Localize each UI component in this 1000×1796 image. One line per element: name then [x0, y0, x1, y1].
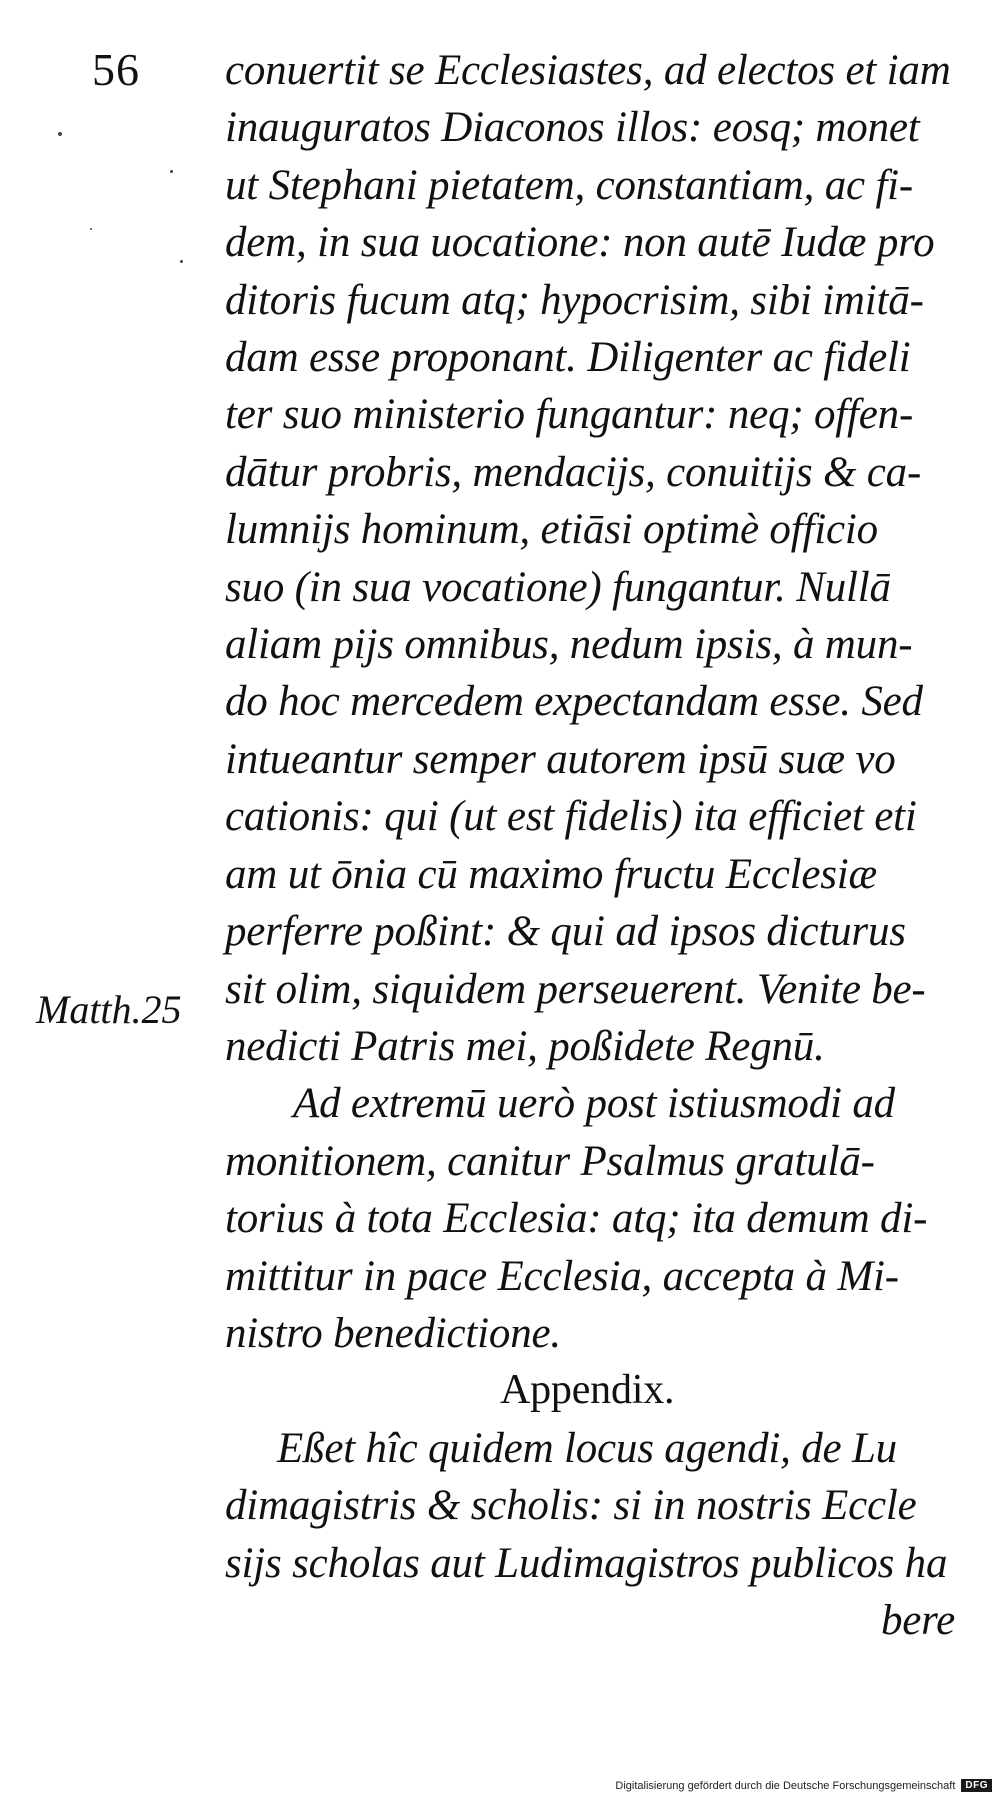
page-number: 56	[92, 44, 140, 95]
section-heading: Appendix.	[500, 1367, 675, 1414]
text-line: ter suo ministerio fungantur: neq; offen-	[225, 391, 914, 439]
text-line: aliam pijs omnibus, nedum ipsis, à mun-	[225, 621, 913, 669]
catchword: bere	[880, 1596, 955, 1644]
text-line: nedicti Patris mei, poßidete Regnū.	[225, 1022, 825, 1070]
text-line: monitionem, canitur Psalmus gratulā-	[225, 1137, 875, 1185]
text-line: sit olim, siquidem perseuerent. Venite be-	[225, 965, 926, 1013]
text-line: sijs scholas aut Ludimagistros publicos ha	[225, 1539, 948, 1587]
text-line: lumnijs hominum, etiāsi optimè officio	[225, 506, 878, 554]
text-line: torius à tota Ecclesia: atq; ita demum di-	[225, 1195, 928, 1243]
text-line: dem, in sua uocatione: non autē Iudæ pro	[225, 219, 935, 267]
footer-credit: Digitalisierung gefördert durch die Deutsche Forschungsgemeinschaft	[615, 1779, 956, 1792]
paragraph-start-line: Ad extremū uerò post istiusmodi ad	[293, 1080, 895, 1128]
digitization-footer	[615, 1779, 992, 1792]
paragraph-start-line: Eßet hîc quidem locus agendi, de Lu	[277, 1424, 897, 1472]
text-line: do hoc mercedem expectandam esse. Sed	[225, 678, 923, 726]
text-line: intueantur semper autorem ipsū suæ vo	[225, 735, 896, 783]
text-line: suo (in sua vocatione) fungantur. Nullā	[225, 563, 891, 611]
text-line: ut Stephani pietatem, constantiam, ac fi-	[225, 161, 914, 209]
text-line: ditoris fucum atq; hypocrisim, sibi imitā-	[225, 276, 924, 324]
text-line: perferre poßint: & qui ad ipsos dicturus	[225, 908, 906, 956]
ink-specks	[50, 110, 210, 310]
text-line: cationis: qui (ut est fidelis) ita efficiet eti	[225, 793, 917, 841]
text-line: mittitur in pace Ecclesia, accepta à Mi-	[225, 1252, 899, 1300]
text-line: conuertit se Ecclesiastes, ad electos et iam	[225, 47, 951, 94]
body-text	[225, 42, 965, 1649]
text-line: nistro benedictione.	[225, 1309, 561, 1357]
text-line: dam esse proponant. Diligenter ac fideli	[225, 334, 911, 382]
text-line: am ut ōnia cū maximo fructu Ecclesiæ	[225, 850, 878, 898]
text-line: dimagistris & scholis: si in nostris Eccle	[225, 1482, 917, 1530]
margin-note: Matth.25	[36, 987, 182, 1032]
text-line: dātur probris, mendacijs, conuitijs & ca-	[225, 448, 922, 496]
text-line: inauguratos Diaconos illos: eosq; monet	[225, 104, 920, 152]
dfg-logo: DFG	[961, 1779, 992, 1792]
